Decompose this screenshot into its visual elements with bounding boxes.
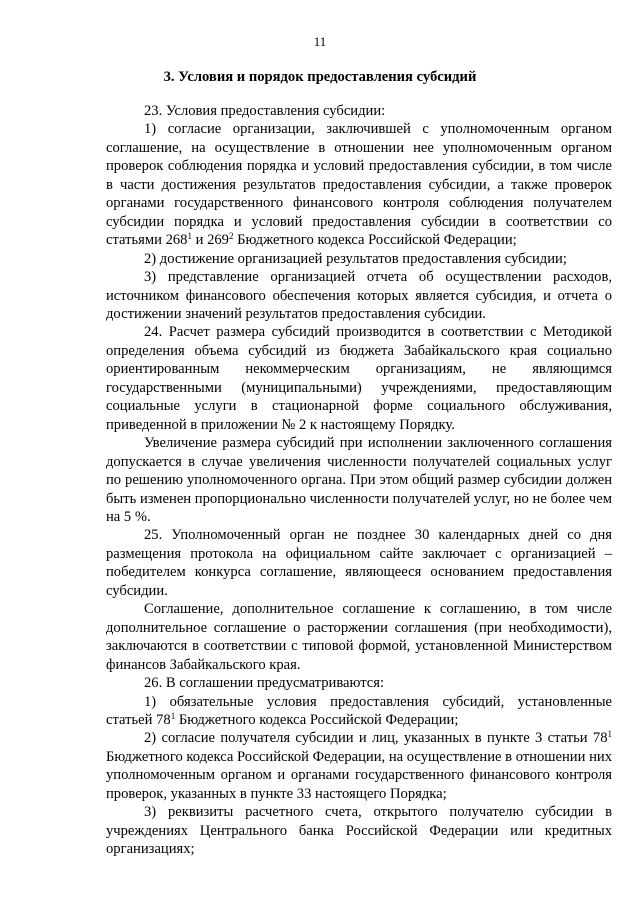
paragraph-23-item-3: 3) представление организацией отчета об осуществлении расходов, источником финансового обеспечения которых является субсидия, и отчета о достижении значений результатов предоставления субсидии. — [106, 269, 612, 322]
section-heading: 3. Условия и порядок предоставления субсидий — [163, 69, 477, 85]
paragraph-26: 26. В соглашении предусматриваются: — [144, 675, 385, 692]
paragraph-23: 23. Условия предоставления субсидии: — [144, 103, 386, 119]
paragraph-24-continued: Увеличение размера субсидий при исполнении заключенного соглашения допускается в случае увеличения численности получателей социальных услуг по решению уполномоченного органа. При этом общий размер субсидии должен быть изменен пропорционально численности получателей услуг, но не более чем на 5 %. — [106, 435, 612, 525]
paragraph-26-item-2: 2) согласие получателя субсидии и лиц, указанных в пункте 3 статьи $78^1$ Бюджетного кодекса Российской Федерации, на осуществление в отношении них уполномоченным органом и органами государственного финансового контроля проверок, указанных в пункте 33 настоящего Порядка; — [106, 729, 612, 802]
paragraph-26-item-1: 1) обязательные условия предоставления субсидий, установленные статьей $78^1$ Бюджетного кодекса Российской Федерации; — [106, 693, 612, 728]
paragraph-26-item-3: 3) реквизиты расчетного счета, открытого получателю субсидии в учреждениях Центрального банка Российской Федерации или кредитных организациях; — [106, 804, 612, 858]
footnote-marker: 2 — [228, 231, 234, 242]
footnote-marker: 1 — [170, 710, 176, 721]
paragraph-25: 25. Уполномоченный орган не позднее 30 календарных дней со дня размещения протокола на официальном сайте заключает с организацией – победителем конкурса соглашение, являющееся основанием предоставления субсидии. — [106, 527, 612, 599]
paragraph-23-item-1: 1) согласие организации, заключившей с уполномоченным органом соглашение, на осуществление в отношении нее уполномоченным органом проверок соблюдения порядка и условий предоставления субсидии, в том числе в части достижения результатов предоставления субсидии, а также проверок органами государственного финансового контроля соблюдения получателем субсидии порядка и условий предоставления субсидии в соответствии со статьями $268^1$ и $269^2$ Бюджетного кодекса Российской Федерации; — [106, 121, 612, 249]
paragraph-24: 24. Расчет размера субсидий производится в соответствии с Методикой определения объема субсидий из бюджета Забайкальского края социально ориентированным некоммерческим организациям, не являющимся государственными (муниципальными) учреждениями, предоставляющим социальные услуги в стационарной форме социального обслуживания, приведенной в приложении № 2 к настоящему Порядку. — [106, 324, 612, 433]
footnote-marker: 1 — [607, 729, 612, 740]
document-body — [106, 102, 612, 859]
footnote-marker: 1 — [187, 231, 192, 242]
paragraph-25-continued: Соглашение, дополнительное соглашение к соглашению, в том числе дополнительное соглашение о расторжении соглашения (при необходимости), заключаются в соответствии с типовой формой, установленной Министерством финансов Забайкальского края. — [106, 601, 612, 673]
page-number: 11 — [313, 34, 327, 49]
paragraph-23-item-2: 2) достижение организацией результатов предоставления субсидии; — [144, 250, 567, 267]
